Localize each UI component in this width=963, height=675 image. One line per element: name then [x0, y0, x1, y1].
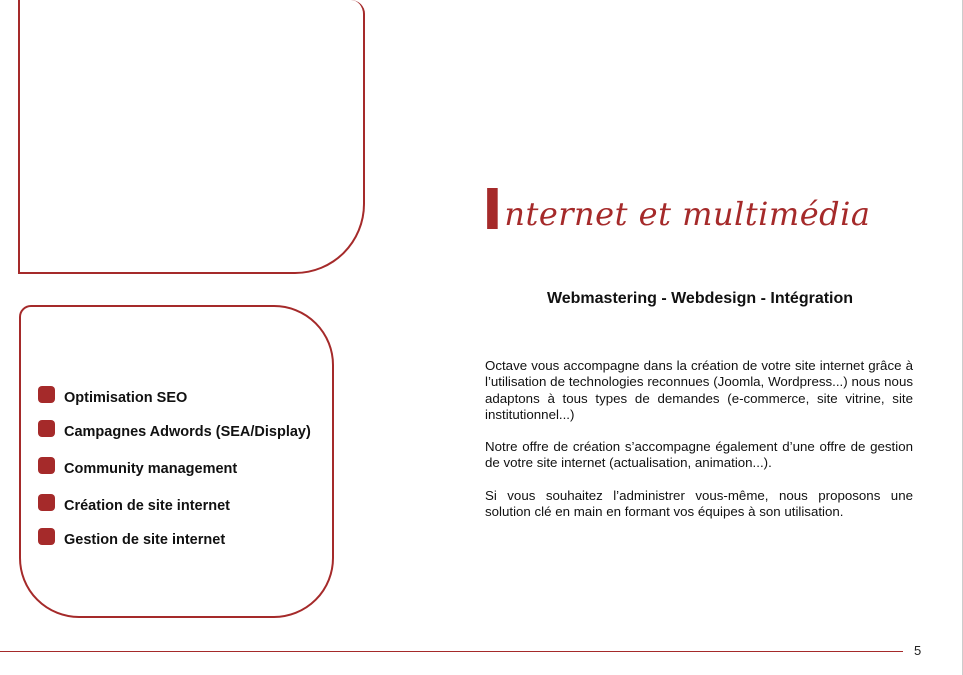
service-label: Gestion de site internet — [64, 532, 226, 548]
square-bullet-icon — [38, 528, 55, 545]
service-item — [38, 494, 311, 512]
page-number: 5 — [914, 643, 922, 658]
service-item — [38, 457, 311, 475]
services-list — [38, 386, 311, 546]
service-item — [38, 528, 311, 546]
paragraph: Si vous souhaitez l’administrer vous-même, nous proposons une solution clé en main en formant vos équipes à son utilisation. — [485, 487, 913, 520]
service-label: Community management — [64, 461, 238, 477]
paragraph: Octave vous accompagne dans la création de votre site internet grâce à l’utilisation de technologies reconnues (Joomla, Wordpress...) nous nous adaptons à tous types de demandes (e-commerce, site vitrine, site institutionnel...) — [485, 358, 913, 422]
paragraph: Notre offre de création s’accompagne également d’une offre de gestion de votre site internet (actualisation, animation...). — [485, 439, 913, 471]
title-initial: I — [482, 178, 504, 243]
square-bullet-icon — [38, 494, 55, 511]
service-label: Campagnes Adwords (SEA/Display) — [64, 424, 311, 440]
service-item — [38, 386, 311, 404]
title-rest: nternet et multimédia — [504, 195, 871, 233]
page-subtitle: Webmastering - Webdesign - Intégration — [546, 290, 854, 307]
square-bullet-icon — [38, 457, 55, 474]
square-bullet-icon — [38, 386, 55, 403]
service-label: Optimisation SEO — [64, 390, 188, 406]
page-title — [482, 178, 870, 243]
square-bullet-icon — [38, 420, 55, 437]
footer-divider — [0, 651, 903, 652]
body-text — [485, 358, 913, 536]
image-frame — [18, 0, 365, 274]
service-item — [38, 420, 311, 438]
service-label: Création de site internet — [64, 498, 230, 514]
